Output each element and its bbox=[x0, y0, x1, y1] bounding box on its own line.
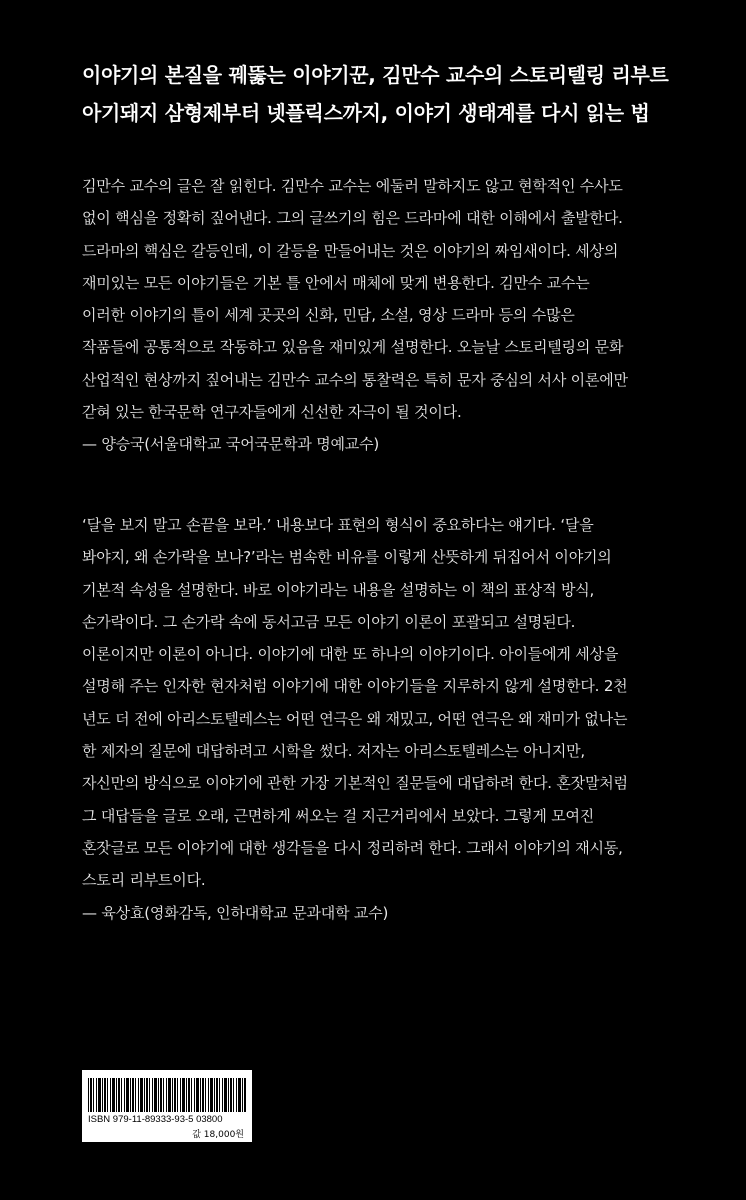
review-line: 갇혀 있는 한국문학 연구자들에게 신선한 자극이 될 것이다. bbox=[82, 403, 462, 422]
review-line: 없이 핵심을 정확히 짚어낸다. 그의 글쓰기의 힘은 드라마에 대한 이해에서 출발한다. bbox=[82, 209, 623, 228]
review-line: 작품들에 공통적으로 작동하고 있음을 재미있게 설명한다. 오늘날 스토리텔링의 문화 bbox=[82, 338, 624, 357]
review-line: 산업적인 현상까지 짚어내는 김만수 교수의 통찰력은 특히 문자 중심의 서사 이론에만 bbox=[82, 370, 628, 389]
review-line: 한 제자의 질문에 대답하려고 시학을 썼다. 저자는 아리스토텔레스는 아니지만, bbox=[82, 742, 585, 761]
isbn-number: ISBN 979-11-89333-93-5 03800 bbox=[88, 1114, 223, 1125]
review-line: 드라마의 핵심은 갈등인데, 이 갈등을 만들어내는 것은 이야기의 짜임새이다. 세상의 bbox=[82, 241, 619, 260]
review-attribution: — 양승국(서울대학교 국어국문학과 명예교수) bbox=[82, 435, 380, 454]
review-attribution: — 육상효(영화감독, 인하대학교 문과대학 교수) bbox=[82, 903, 389, 922]
review-yang-seungguk bbox=[82, 170, 682, 461]
review-line: 년도 더 전에 아리스토텔레스는 어떤 연극은 왜 재밌고, 어떤 연극은 왜 재미가 없나는 bbox=[82, 709, 628, 728]
review-line: 혼잣글로 모든 이야기에 대한 생각들을 다시 정리하려 한다. 그래서 이야기의 재시동, bbox=[82, 838, 623, 857]
review-line: 그 대답들을 글로 오래, 근면하게 써오는 걸 지근거리에서 보았다. 그렇게 모여진 bbox=[82, 806, 595, 825]
barcode-bars bbox=[88, 1078, 246, 1112]
review-yuk-sanghyo bbox=[82, 509, 682, 929]
review-line: ‘달을 보지 말고 손끝을 보라.’ 내용보다 표현의 형식이 중요하다는 얘기다. ‘달을 bbox=[82, 516, 594, 534]
review-line: 설명해 주는 인자한 현자처럼 이야기에 대한 이야기들을 지루하지 않게 설명한다. 2천 bbox=[82, 677, 628, 696]
review-line: 이러한 이야기의 틀이 세계 곳곳의 신화, 민담, 소설, 영상 드라마 등의 수많은 bbox=[82, 306, 575, 325]
review-line: 이론이지만 이론이 아니다. 이야기에 대한 또 하나의 이야기이다. 아이들에게 세상을 bbox=[82, 645, 619, 664]
review-line: 기본적 속성을 설명한다. 바로 이야기라는 내용을 설명하는 이 책의 표상적 방식, bbox=[82, 580, 595, 599]
headline-line-1: 이야기의 본질을 꿰뚫는 이야기꾼, 김만수 교수의 스토리텔링 리부트 bbox=[82, 63, 669, 87]
isbn-barcode bbox=[82, 1070, 252, 1142]
review-line: 재미있는 모든 이야기들은 기본 틀 안에서 매체에 맞게 변용한다. 김만수 교수는 bbox=[82, 273, 590, 292]
headline-line-2: 아기돼지 삼형제부터 넷플릭스까지, 이야기 생태계를 다시 읽는 법 bbox=[82, 101, 650, 125]
review-line: 손가락이다. 그 손가락 속에 동서고금 모든 이야기 이론이 포괄되고 설명된다. bbox=[82, 612, 576, 631]
review-line: 자신만의 방식으로 이야기에 관한 가장 기본적인 질문들에 대답하려 한다. 혼잣말처럼 bbox=[82, 774, 628, 793]
price-label: 값 18,000원 bbox=[192, 1130, 244, 1140]
review-line: 김만수 교수의 글은 잘 읽힌다. 김만수 교수는 에둘러 말하지도 않고 현학적인 수사도 bbox=[82, 177, 623, 195]
review-line: 봐야지, 왜 손가락을 보나?’라는 범속한 비유를 이렇게 산뜻하게 뒤집어서 이야기의 bbox=[82, 548, 612, 567]
review-line: 스토리 리부트이다. bbox=[82, 871, 206, 890]
headline bbox=[82, 56, 722, 132]
